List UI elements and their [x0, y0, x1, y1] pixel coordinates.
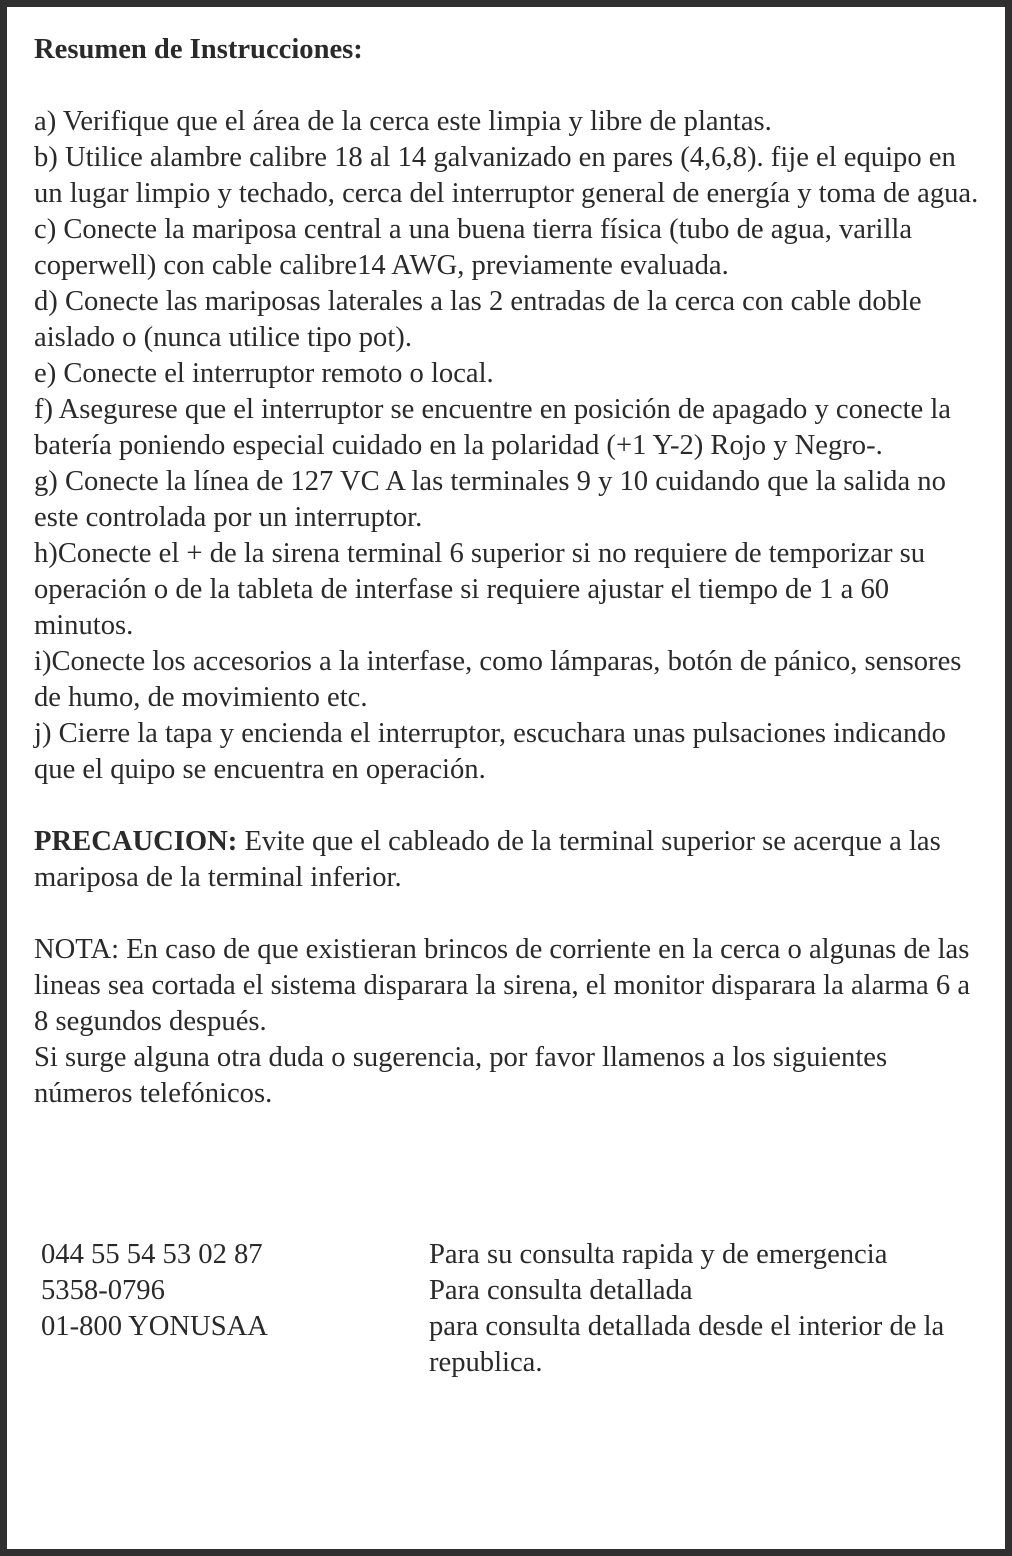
step-i: i)Conecte los accesorios a la interfase, como lámparas, botón de pánico, sensores de humo, de movimiento etc. [34, 646, 962, 713]
instruction-steps [34, 104, 979, 788]
caution-text: Evite que el cableado de la terminal superior se acerque a las mariposa de la terminal inferior. [34, 826, 941, 893]
instructions-content [34, 32, 979, 1112]
step-j: j) Cierre la tapa y encienda el interruptor, escuchara unas pulsaciones indicando que el quipo se encuentra en operación. [34, 718, 946, 785]
step-d: d) Conecte las mariposas laterales a las 2 entradas de la cerca con cable doble aislado o (nunca utilice tipo pot). [34, 286, 922, 353]
phone-number: 5358-0796 [41, 1275, 165, 1306]
caution-label: PRECAUCION: [34, 826, 238, 857]
step-f: f) Asegurese que el interruptor se encuentre en posición de apagado y conecte la batería poniendo especial cuidado en la polaridad (+1 Y-2) Rojo y Negro-. [34, 394, 951, 461]
step-c: c) Conecte la mariposa central a una buena tierra física (tubo de agua, varilla coperwell) con cable calibre14 AWG, previamente evaluada. [34, 214, 913, 281]
note-line-2: Si surge alguna otra duda o sugerencia, por favor llamenos a los siguientes números telefónicos. [34, 1042, 888, 1109]
phone-numbers-column [41, 1237, 429, 1381]
phone-description: Para consulta detallada [429, 1275, 693, 1306]
phone-number: 01-800 YONUSAA [41, 1311, 268, 1342]
phone-number: 044 55 54 53 02 87 [41, 1239, 263, 1270]
note-line-1: NOTA: En caso de que existieran brincos de corriente en la cerca o algunas de las lineas sea cortada el sistema disparara la sirena, el monitor disparara la alarma 6 a 8 segundos después. [34, 934, 971, 1037]
step-h: h)Conecte el + de la sirena terminal 6 superior si no requiere de temporizar su operación o de la tableta de interfase si requiere ajustar el tiempo de 1 a 60 minutos. [34, 538, 926, 641]
phone-description: Para su consulta rapida y de emergencia [429, 1239, 888, 1270]
step-e: e) Conecte el interruptor remoto o local. [34, 358, 494, 389]
phone-description: para consulta detallada desde el interior de la republica. [429, 1311, 945, 1378]
document-title: Resumen de Instrucciones: [34, 34, 363, 65]
step-a: a) Verifique que el área de la cerca este limpia y libre de plantas. [34, 106, 772, 137]
step-b: b) Utilice alambre calibre 18 al 14 galvanizado en pares (4,6,8). fije el equipo en un lugar limpio y techado, cerca del interruptor general de energía y toma de agua. [34, 142, 979, 209]
caution-paragraph [34, 824, 979, 896]
contacts-table [41, 1237, 971, 1381]
step-g: g) Conecte la línea de 127 VC A las terminales 9 y 10 cuidando que la salida no este controlada por un interruptor. [34, 466, 946, 533]
note-paragraph [34, 932, 979, 1112]
phone-descriptions-column [429, 1237, 971, 1381]
